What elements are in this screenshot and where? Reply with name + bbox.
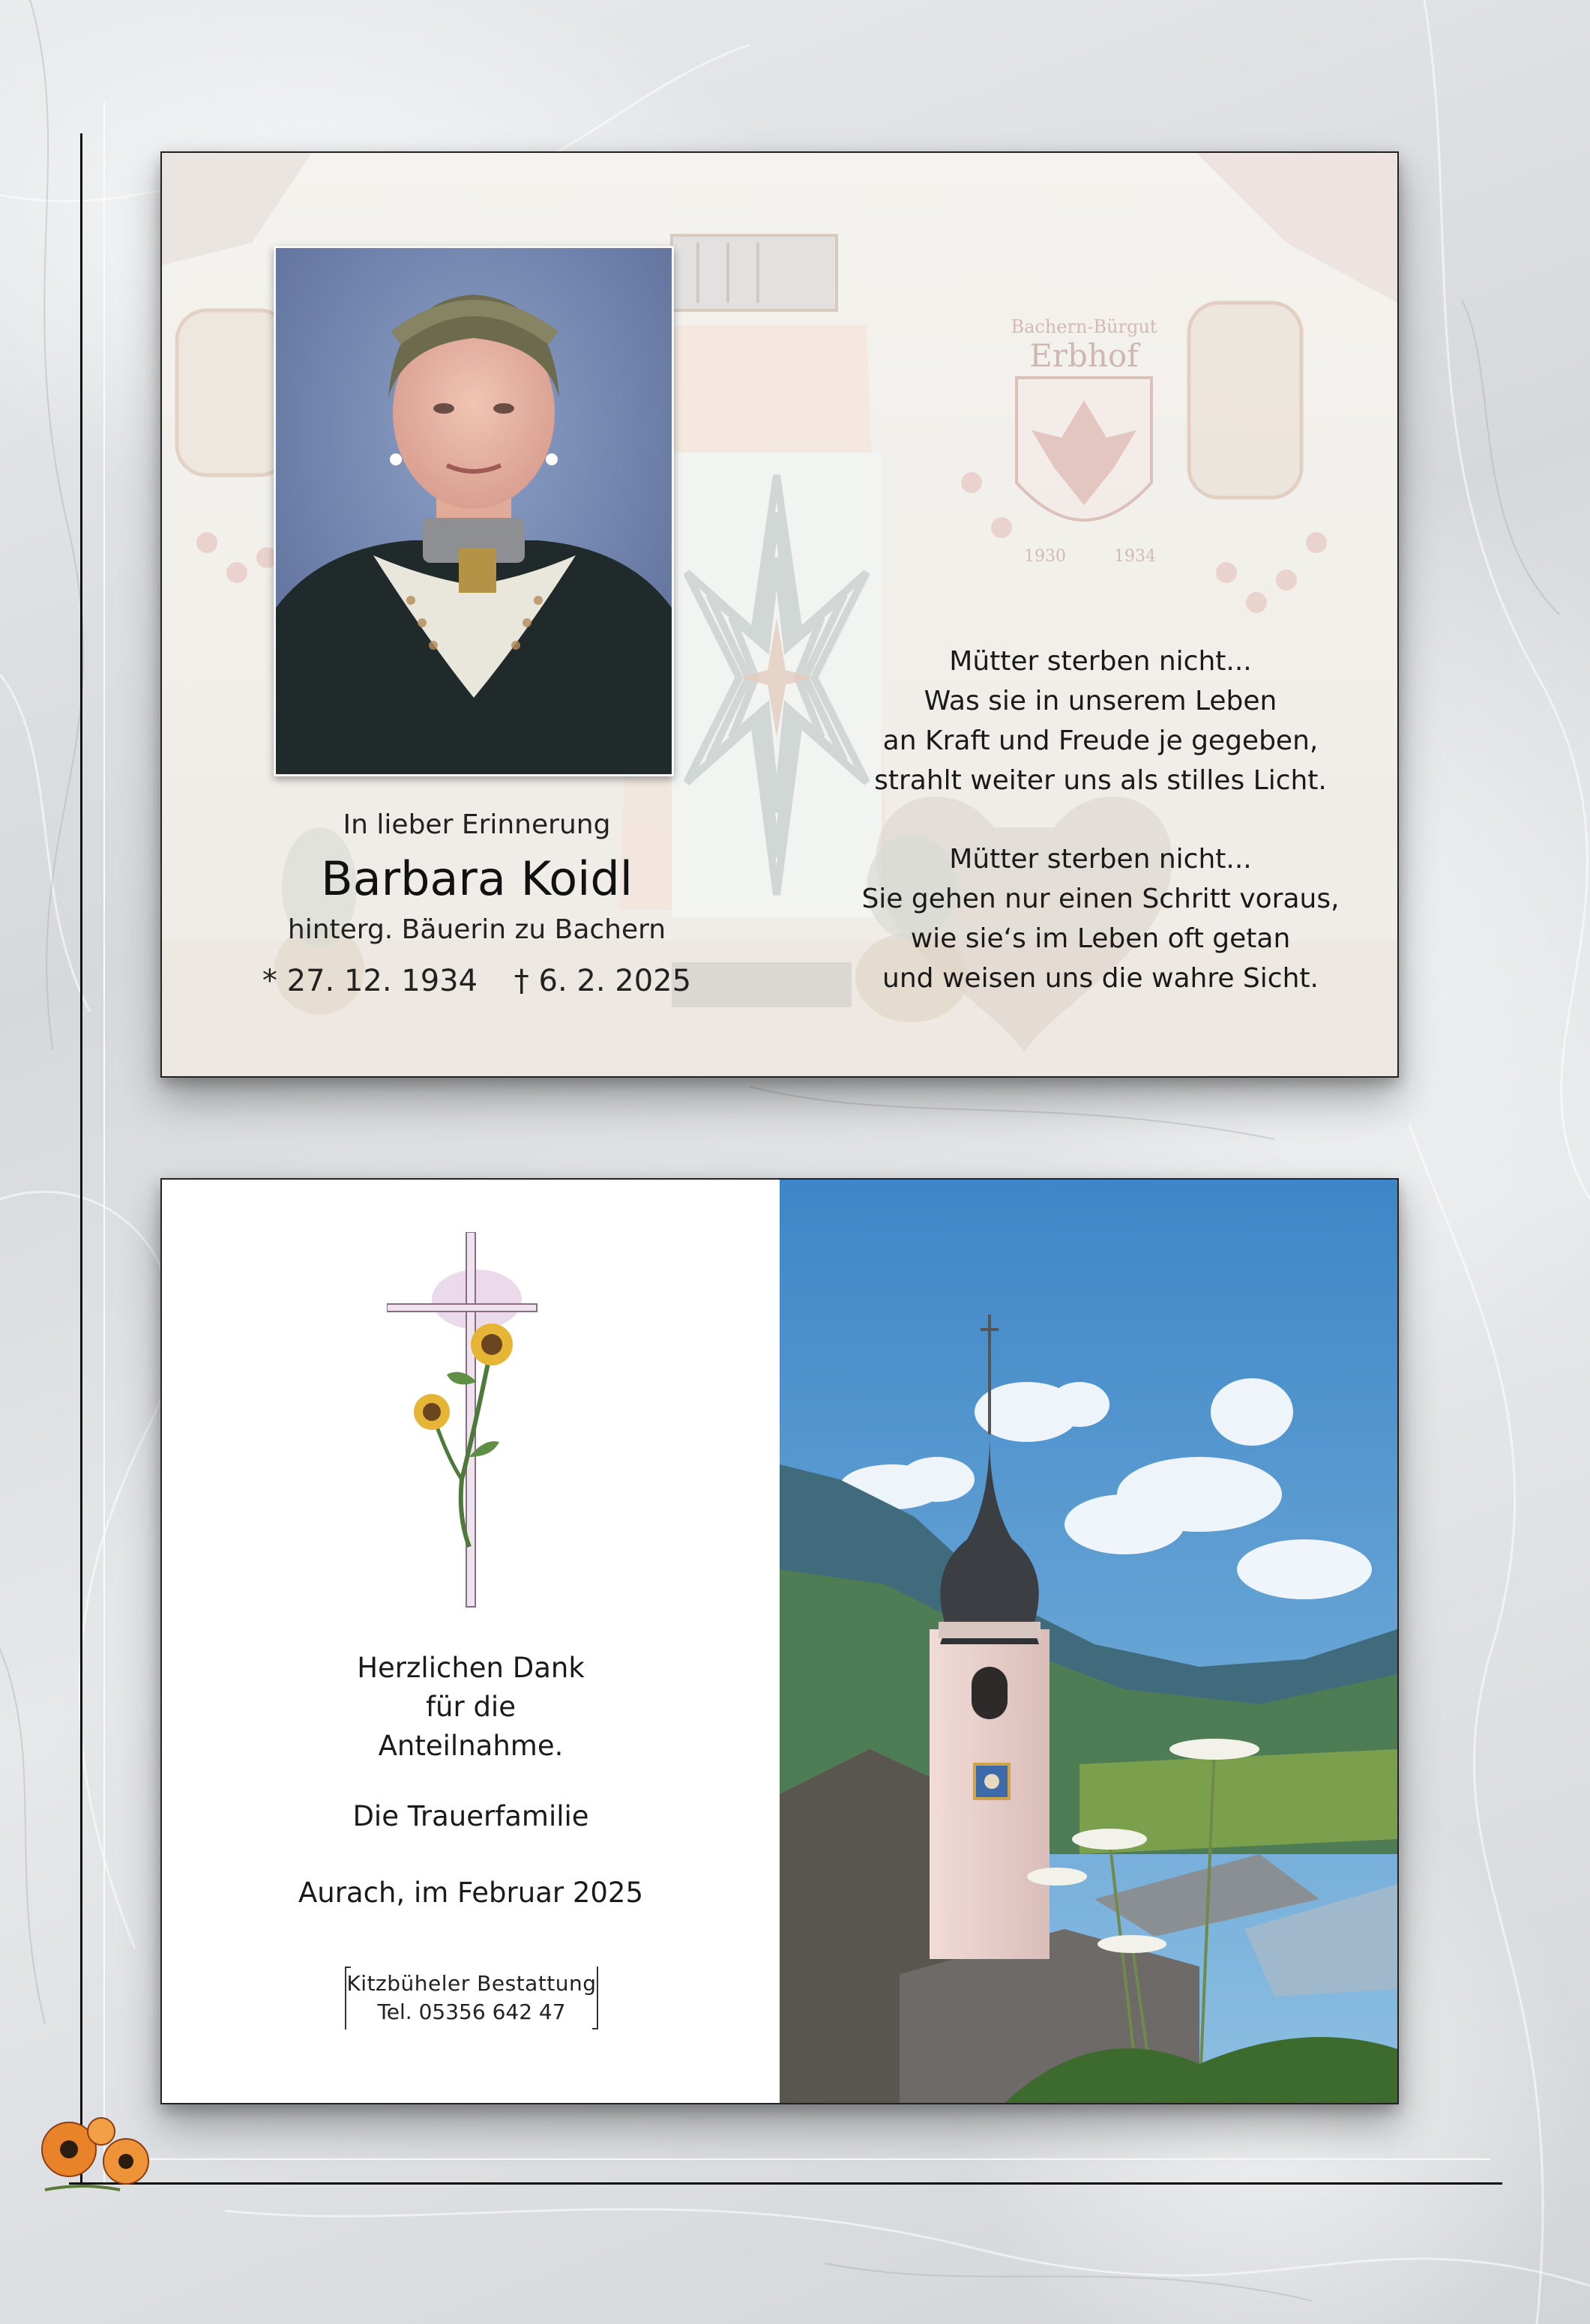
svg-text:Bachern-Bürgut: Bachern-Bürgut (1011, 316, 1157, 337)
poem-line: wie sie‘s im Leben oft getan (910, 923, 1291, 954)
funeral-home-name: Kitzbüheler Bestattung (346, 1971, 597, 1996)
poem-stanza-1 (846, 642, 1355, 800)
funeral-home-phone: Tel. 05356 642 47 (377, 1999, 566, 2024)
svg-text:Erbhof: Erbhof (1029, 337, 1139, 374)
poem-line: an Kraft und Freude je gegeben, (882, 725, 1319, 756)
poem-line: Was sie in unserem Leben (924, 686, 1277, 716)
sunflower-icon (414, 1394, 450, 1430)
poem-line: Mütter sterben nicht... (949, 844, 1252, 875)
deceased-role: hinterg. Bäuerin zu Bachern (287, 914, 666, 945)
thanks-message (162, 1649, 780, 1766)
place-date: Aurach, im Februar 2025 (298, 1877, 644, 1909)
thanks-panel (162, 1180, 780, 2103)
poem-line: Sie gehen nur einen Schritt voraus, (861, 884, 1340, 914)
life-dates (237, 964, 717, 998)
deceased-name: Barbara Koidl (321, 851, 633, 906)
funeral-home-stamp (345, 1967, 598, 2029)
frame-line-vertical (80, 133, 82, 2187)
poem-stanza-2 (846, 839, 1355, 998)
birth-date: * 27. 12. 1934 (262, 964, 478, 998)
sunflower-icon (471, 1324, 513, 1365)
poem-line: und weisen uns die wahre Sicht. (882, 963, 1319, 994)
family-signature: Die Trauerfamilie (352, 1800, 589, 1832)
thanks-line: für die (426, 1691, 516, 1723)
church-photo (780, 1180, 1397, 2103)
memorial-intro: In lieber Erinnerung (343, 809, 611, 840)
memorial-card-front (160, 151, 1399, 1078)
memorial-card-back (160, 1178, 1399, 2104)
portrait-photo (274, 246, 674, 776)
poem-line: Mütter sterben nicht... (949, 646, 1252, 677)
frame-line-horizontal (69, 2182, 1502, 2185)
frame-line-inner-horizontal (103, 2158, 1490, 2160)
frame-line-inner-vertical (103, 101, 105, 2185)
thanks-line: Herzlichen Dank (357, 1652, 585, 1684)
poem-line: strahlt weiter uns als stilles Licht. (874, 765, 1327, 796)
poppy-icon (88, 2118, 115, 2145)
poppy-icon (103, 2139, 148, 2184)
poppy-flowers-icon (30, 2115, 172, 2197)
svg-text:1934: 1934 (1114, 547, 1156, 566)
svg-text:1930: 1930 (1024, 547, 1066, 566)
thanks-line: Anteilnahme. (378, 1730, 564, 1762)
cross-with-sunflowers-icon (387, 1232, 559, 1614)
death-date: † 6. 2. 2025 (514, 964, 692, 998)
